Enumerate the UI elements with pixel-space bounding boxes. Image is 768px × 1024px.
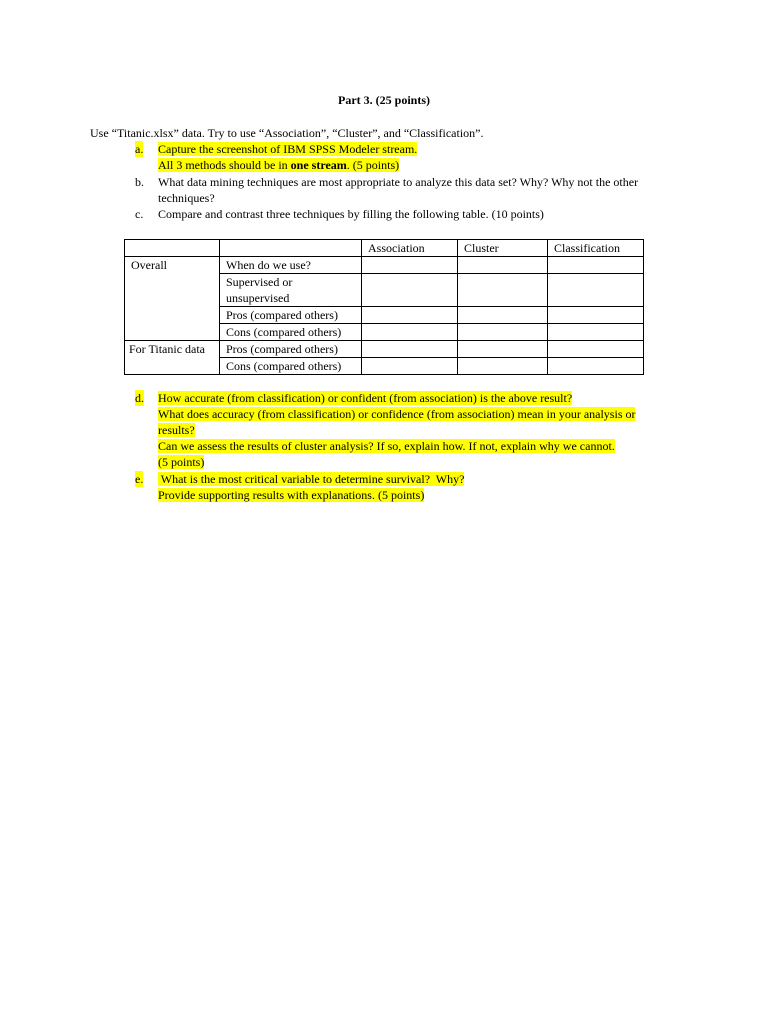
row-label: Cons (compared others) — [220, 324, 362, 341]
question-a-line-1: Capture the screenshot of IBM SPSS Modeler stream. — [158, 142, 418, 156]
question-b — [135, 174, 670, 206]
group-label-spacer — [125, 274, 220, 307]
question-d — [135, 390, 670, 470]
cell-cluster — [458, 341, 548, 358]
header-cluster: Cluster — [458, 240, 548, 257]
row-label: When do we use? — [220, 257, 362, 274]
question-a — [135, 141, 670, 173]
cell-classification — [548, 341, 644, 358]
question-d-marker: d. — [135, 391, 144, 405]
intro-text: Use “Titanic.xlsx” data. Try to use “Association”, “Cluster”, and “Classification”. — [90, 126, 484, 140]
table-row — [125, 307, 644, 324]
cell-association — [362, 307, 458, 324]
cell-association — [362, 324, 458, 341]
row-label: Supervised or unsupervised — [220, 274, 362, 307]
cell-cluster — [458, 307, 548, 324]
row-label: Cons (compared others) — [220, 358, 362, 375]
question-d-line-2: What does accuracy (from classification) or confidence (from association) mean in your analysis or results? — [158, 407, 636, 437]
table-row — [125, 324, 644, 341]
row-label: Pros (compared others) — [220, 307, 362, 324]
header-classification: Classification — [548, 240, 644, 257]
header-cell-empty-2 — [220, 240, 362, 257]
question-c — [135, 206, 670, 222]
question-a-line-2-bold: one stream — [290, 158, 347, 172]
question-d-line-3: Can we assess the results of cluster analysis? If so, explain how. If not, explain why we cannot. — [158, 439, 615, 453]
group-label-spacer — [125, 307, 220, 324]
question-d-line-1: How accurate (from classification) or confident (from association) is the above result? — [158, 391, 573, 405]
question-a-line-2-pre: All 3 methods should be in — [158, 158, 291, 172]
question-a-line-2-post: . (5 points) — [346, 158, 400, 172]
cell-classification — [548, 307, 644, 324]
cell-cluster — [458, 257, 548, 274]
question-c-marker: c. — [135, 207, 144, 221]
comparison-table — [124, 239, 644, 375]
group-label-spacer — [125, 358, 220, 375]
table-row — [125, 274, 644, 307]
header-cell-empty-1 — [125, 240, 220, 257]
cell-classification — [548, 358, 644, 375]
question-c-text: Compare and contrast three techniques by filling the following table. (10 points) — [158, 207, 544, 221]
cell-classification — [548, 274, 644, 307]
table-row — [125, 358, 644, 375]
question-e-marker: e. — [135, 472, 144, 486]
cell-classification — [548, 324, 644, 341]
question-e-line-2: Provide supporting results with explanations. (5 points) — [158, 488, 425, 502]
header-association: Association — [362, 240, 458, 257]
question-e — [135, 471, 670, 503]
cell-cluster — [458, 324, 548, 341]
cell-cluster — [458, 274, 548, 307]
cell-classification — [548, 257, 644, 274]
cell-cluster — [458, 358, 548, 375]
cell-association — [362, 274, 458, 307]
cell-association — [362, 257, 458, 274]
page-title: Part 3. (25 points) — [338, 93, 430, 107]
group-label-overall: Overall — [125, 257, 220, 274]
group-label-titanic: For Titanic data — [125, 341, 220, 358]
question-a-marker: a. — [135, 142, 144, 156]
question-e-line-1: What is the most critical variable to determine survival? Why? — [158, 472, 465, 486]
group-label-spacer — [125, 324, 220, 341]
question-b-marker: b. — [135, 175, 144, 189]
cell-association — [362, 341, 458, 358]
table-row — [125, 257, 644, 274]
cell-association — [362, 358, 458, 375]
question-b-text: What data mining techniques are most appropriate to analyze this data set? Why? Why not the other techniques? — [158, 175, 639, 205]
table-header-row — [125, 240, 644, 257]
question-d-line-4: (5 points) — [158, 455, 205, 469]
table-row — [125, 341, 644, 358]
row-label: Pros (compared others) — [220, 341, 362, 358]
